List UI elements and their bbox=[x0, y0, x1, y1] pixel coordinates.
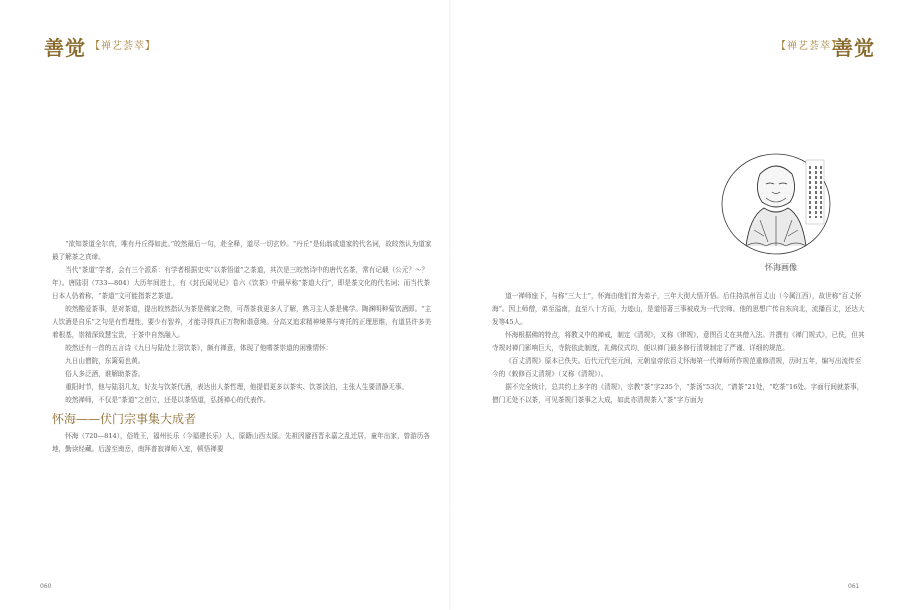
paragraph: 据不完全统计，总共约上多字的《清规》，宗教“茶”字235个，“茶汤”53次，“请茶”21处，“吃茶”16处。字面行间就茶事，僧门无处不以茶，可见茶规门茶事之大成，如此亦清规茶入“茶”字方面为 bbox=[492, 383, 864, 404]
paragraph: 当代“茶道”学者，会有三个派系：有学者根据史实“以茶悟道”之茶道，其次是三皎然诗中的唐代名茶，常有记载（公元？～？年）。唐陆羽（733—804）大历年间进士，有《封氏闻见记》卷六《饮茶》中最早称“茶道大行”，即是茶文化的代名词；而当代茶日本人仍着称，“茶道”文可能指茶艺茶道。 bbox=[52, 266, 431, 300]
brand-logo: 善觉 bbox=[833, 36, 875, 60]
poem-line: 九日山僧院，东篱菊也黄。 bbox=[65, 357, 145, 365]
paragraph: 皎然酷爱茶事，是对茶道，提出皎然指认为茶是佛家之物，可帮茶我更多人了解，熟习主人茶是佛学。陶渊明种菊饮酒即。“主人饮酒是自乐”之句是有哲理性，要少有智养，才能寻得真正万物和谐意境。分高又追求精神境界与寄托的正理思维，有道县许多美着根基，崇精深致慧宝贵，于茶中自然融入。 bbox=[52, 305, 432, 339]
series-tag: 【禅艺荟萃】 bbox=[776, 41, 842, 52]
paragraph: 重阳时节，他与陆羽几友，好友与饮茶代酒，表达出人茶哲理，他提倡更多以茶实、饮茶淡泊，主张人生要清静无事。 bbox=[65, 383, 409, 391]
page-number: 061 bbox=[848, 583, 860, 590]
paragraph: 皎然禅师，不仅是“茶道”之创立，还是以茶悟道，弘扬禅心的代表作。 bbox=[65, 396, 270, 404]
monk-portrait-image bbox=[716, 146, 836, 256]
brand-logo: 善觉 bbox=[44, 36, 86, 60]
paragraph: 怀海（720—814），俗姓王，福州长乐（今福建长乐）人，原籍山西太原。先祖因避西晋永嘉之乱迁居，童年出家，曾游历各地，勤读经藏。后游至南岳，南拜普寂禅师入室，顿悟禅要 bbox=[52, 432, 430, 453]
section-heading: 怀海——伏门宗事集大成者 bbox=[52, 412, 197, 426]
series-tag: 【禅艺荟萃】 bbox=[90, 41, 156, 52]
portrait-caption: 怀海画像 bbox=[765, 263, 797, 272]
paragraph: 皎然还有一首的五言诗《九日与陆处士羽饮茶》，颇有禅意，体现了他嗜茶崇道的闲雅情怀： bbox=[65, 344, 333, 352]
paragraph: 《百丈清规》原本已佚失。后代元代至元间，元朝皇帝依百丈怀海第一代禅师所作规范重修清规，历时五年，编写出流传至今的《敕修百丈清规》（又称《清规》）。 bbox=[492, 357, 862, 378]
paragraph: 道一禅师座下，与称“三大士”，怀海由他们首为弟子，三年大彻大悟开悟。后住持洪州百丈山（今属江西），故世称“百丈怀海”。因上师僧，弟至溢南，直至八十方而，力迹山，是道悟著三事被成为一代宗师。他的思想广传自东向北，流播百丈，还达大发等45人。 bbox=[492, 292, 865, 326]
page-number: 060 bbox=[40, 583, 52, 590]
left-body-text bbox=[52, 238, 432, 456]
right-page bbox=[450, 0, 900, 610]
paragraph: 怀海根据佛的特点，将教义中的禅戒，制定《清规》，又称《律规》，意图百丈在其僧入法。并撰有《禅门规式》，已佚，但其寺规对禅门影响巨大，寺院依此制度，礼佛仪式均，便以禅门最多修行清规制定了严谨、详细的规范。 bbox=[492, 331, 865, 352]
paragraph: “欲知茶道全尔真，唯有丹丘得如此。”皎然最后一句，赴全释，道尽一切玄妙。“丹丘”是仙翁或道家的代名词，故皎然认为道家最了解茶之真谛。 bbox=[52, 240, 432, 261]
poem-line: 俗人多泛酒，谁解助茶香。 bbox=[65, 370, 145, 378]
right-body-text bbox=[492, 290, 867, 407]
